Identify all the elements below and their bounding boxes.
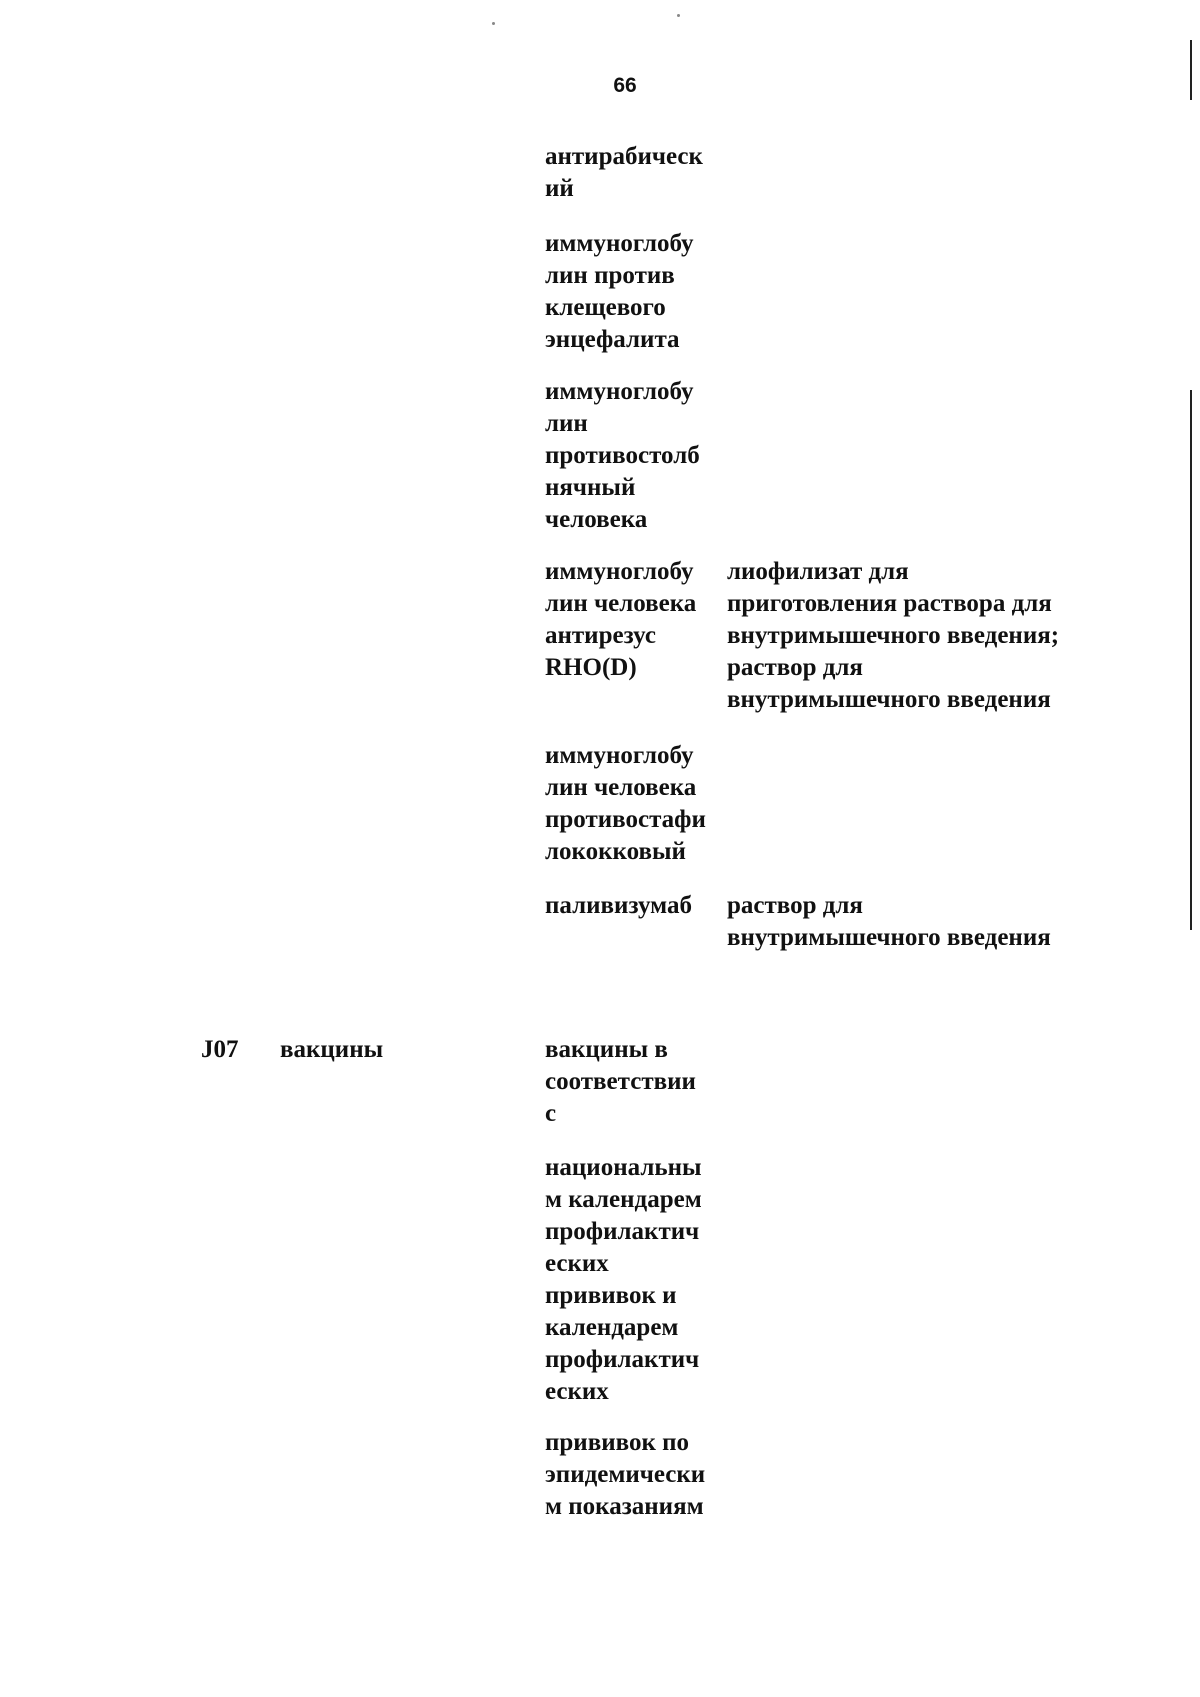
drug-name-tick-encephalitis: иммуноглобу лин против клещевого энцефалита	[545, 230, 694, 353]
drug-name-palivizumab: паливизумаб	[545, 892, 693, 919]
drug-name-vaccines-1: вакцины в соответствии с	[545, 1036, 696, 1127]
page-number: 66	[613, 74, 637, 97]
atc-code: J07	[201, 1036, 239, 1063]
scan-edge-mark	[1190, 390, 1192, 930]
drug-name-antirhesus: иммуноглобу лин человека антирезус RHO(D)	[545, 558, 697, 681]
drug-name-antirabies: антирабическ ий	[545, 143, 703, 202]
drug-name-antitetanus: иммуноглобу лин противостолб нячный человека	[545, 378, 700, 533]
drug-form-antirhesus: лиофилизат для приготовления раствора для внутримышечного введения; раствор для внутримышечного введения	[727, 558, 1060, 713]
drug-name-antistaphylococcal: иммуноглобу лин человека противостафи лококковый	[545, 742, 706, 865]
drug-form-palivizumab: раствор для внутримышечного введения	[727, 892, 1051, 951]
scan-speck	[492, 22, 495, 25]
scan-edge-mark	[1190, 40, 1192, 100]
drug-name-vaccines-2: национальны м календарем профилактич еских прививок и календарем профилактич еских	[545, 1154, 702, 1405]
scan-speck	[677, 14, 680, 17]
drug-name-vaccines-3: прививок по эпидемически м показаниям	[545, 1429, 706, 1520]
atc-group-name: вакцины	[280, 1036, 384, 1063]
